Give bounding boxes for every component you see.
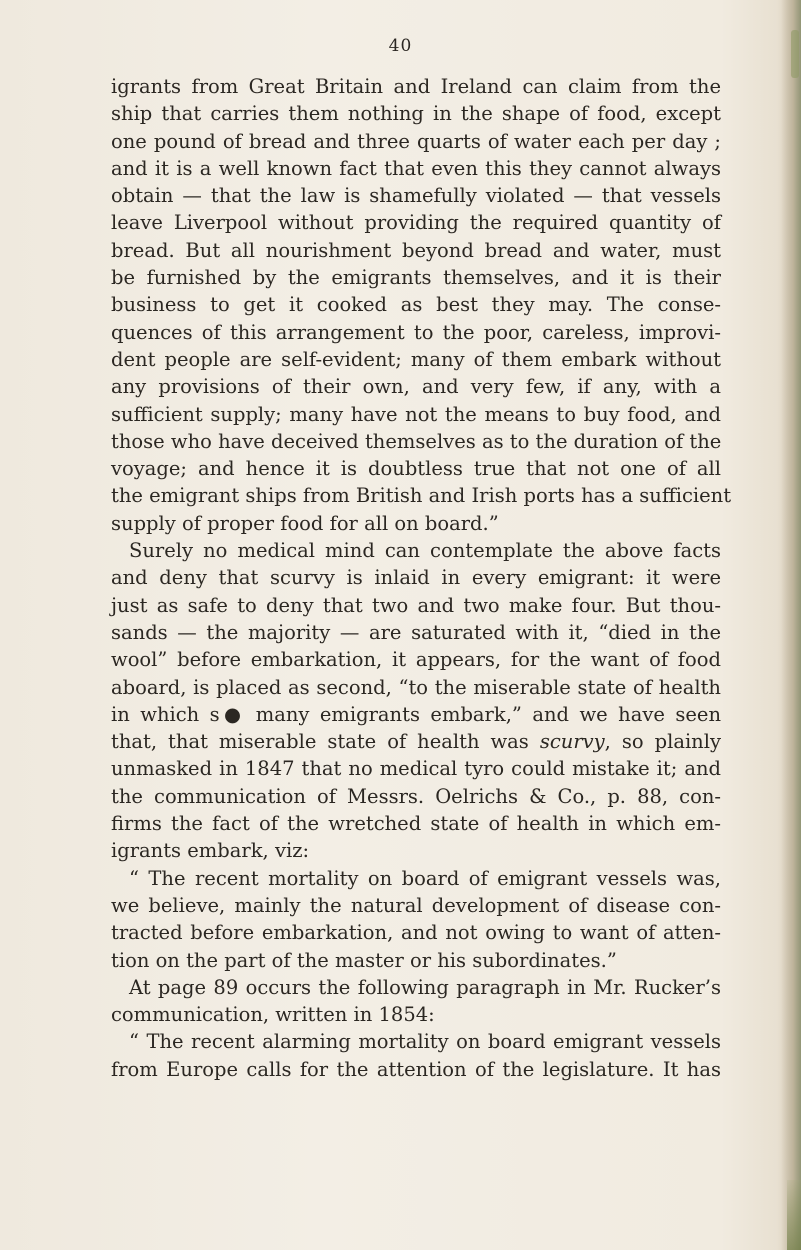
- text-line: be furnished by the emigrants themselves, and it is their: [111, 266, 721, 290]
- text-line: Surely no medical mind can contemplate the above facts: [129, 539, 721, 563]
- page-number: 40: [388, 36, 413, 56]
- text-line: unmasked in 1847 that no medical tyro could mistake it; and: [111, 757, 721, 781]
- text-line: “ The recent alarming mortality on board emigrant vessels: [129, 1030, 721, 1054]
- text-line: wool” before embarkation, it appears, for the want of food: [111, 648, 721, 672]
- text-line: and it is a well known fact that even this they cannot always: [111, 156, 721, 180]
- text-segment: that, that miserable state of health was: [111, 730, 529, 754]
- text-line: business to get it cooked as best they may. The conse-: [111, 293, 721, 317]
- text-line: dent people are self-evident; many of them embark without: [111, 347, 721, 371]
- text-line: igrants embark, viz:: [111, 839, 310, 863]
- italic-word: scurvy: [539, 730, 605, 754]
- text-line: aboard, is placed as second, “to the miserable state of health: [111, 675, 721, 699]
- text-line: ship that carries them nothing in the shape of food, except: [111, 102, 721, 126]
- text-line: “ The recent mortality on board of emigrant vessels was,: [129, 866, 721, 890]
- text-line: bread. But all nourishment beyond bread and water, must: [111, 238, 721, 262]
- text-line: voyage; and hence it is doubtless true that not one of all: [111, 457, 721, 481]
- text-line: tracted before embarkation, and not owing to want of atten-: [111, 921, 721, 945]
- text-line: At page 89 occurs the following paragraph in Mr. Rucker’s: [129, 975, 721, 999]
- text-line: communication, written in 1854:: [111, 1003, 435, 1027]
- text-line: firms the fact of the wretched state of health in which em-: [111, 812, 721, 836]
- text-line: igrants from Great Britain and Ireland can claim from the: [111, 75, 721, 98]
- text-line: leave Liverpool without providing the required quantity of: [111, 211, 721, 235]
- text-line: and deny that scurvy is inlaid in every emigrant: it were: [111, 566, 721, 590]
- text-line: sands — the majority — are saturated with it, “died in the: [111, 620, 721, 644]
- text-line: quences of this arrangement to the poor, careless, improvi-: [111, 320, 721, 344]
- body-text: [111, 73, 732, 1083]
- text-line: tion on the part of the master or his subordinates.”: [111, 948, 617, 972]
- text-line: in which s● many emigrants embark,” and we have seen: [111, 702, 721, 726]
- text-line: sufficient supply; many have not the means to buy food, and: [111, 402, 721, 426]
- text-segment: , so plainly: [604, 730, 721, 754]
- text-line: those who have deceived themselves as to the duration of the: [111, 429, 722, 453]
- text-line: obtain — that the law is shamefully violated — that vessels: [111, 184, 721, 208]
- text-line: from Europe calls for the attention of the legislature. It has: [111, 1057, 721, 1081]
- page-edge-shadow: [781, 0, 801, 1250]
- text-line-with-italic: [111, 728, 721, 755]
- page-edge-stain-bottom: [787, 1180, 801, 1250]
- text-line: any provisions of their own, and very few, if any, with a: [111, 375, 721, 399]
- text-line: just as safe to deny that two and two make four. But thou-: [111, 593, 721, 617]
- text-line: supply of proper food for all on board.”: [111, 511, 499, 535]
- text-line: one pound of bread and three quarts of water each per day ;: [111, 129, 721, 153]
- text-line: the communication of Messrs. Oelrichs & Co., p. 88, con-: [111, 784, 721, 808]
- text-line: we believe, mainly the natural development of disease con-: [111, 893, 721, 917]
- text-line: the emigrant ships from British and Irish ports has a sufficient: [111, 484, 732, 508]
